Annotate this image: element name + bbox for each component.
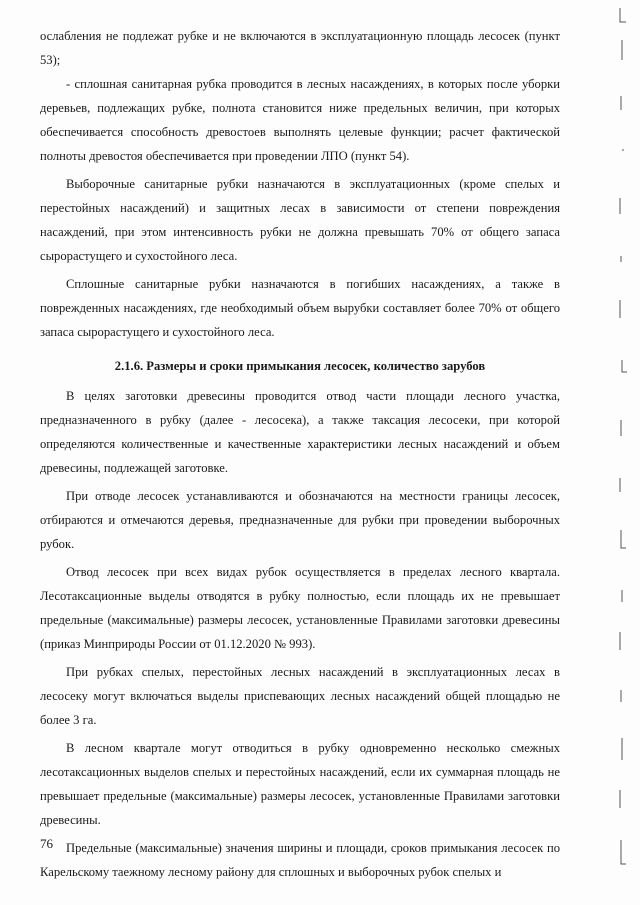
paragraph-selective-sanitary-felling: Выборочные санитарные рубки назначаются в эксплуатационных (кроме спелых и перестойных насаждений) и защитных лесах в зависимости от степени повреждения насаждений, при этом интенсивность рубки не должна превышать 70% от общего запаса сырорастущего и сухостойного леса. (40, 177, 560, 263)
paragraph-continuation: ослабления не подлежат рубке и не включаются в эксплуатационную площадь лесосек (пункт 53); (40, 29, 560, 67)
paragraph-maturing-stands: При рубках спелых, перестойных лесных насаждений в эксплуатационных лесах в лесосеку могут включаться выделы приспевающих лесных насаждений общей площадью не более 3 га. (40, 665, 560, 727)
paragraph-adjacent-stands: В лесном квартале могут отводиться в рубку одновременно несколько смежных лесотаксационных выделов спелых и перестойных насаждений, если их суммарная площадь не превышает предельные (максимальные) размеры лесосек, установленные Правилами заготовки древесины. (40, 741, 560, 827)
section-heading: 2.1.6. Размеры и сроки примыкания лесосек, количество зарубов (114, 359, 486, 373)
paragraph-sanitary-clearcut-rule: - сплошная санитарная рубка проводится в лесных насаждениях, в которых после уборки деревьев, подлежащих рубке, полнота становится ниже предельных величин, при которых обеспечивается способность древостоев выполнять целевые функции; расчет фактической полноты древостоя обеспечивается при проведении ЛПО (пункт 54). (40, 77, 560, 163)
paragraph-allotment-purpose: В целях заготовки древесины проводится отвод части площади лесного участка, предназначенного в рубку (далее - лесосека), а также таксация лесосеки, при которой определяются количественные и качественные характеристики лесных насаждений и объем древесины, подлежащей заготовке. (40, 389, 560, 475)
paragraph-allotment-boundaries: При отводе лесосек устанавливаются и обозначаются на местности границы лесосек, отбираются и отмечаются деревья, предназначенные для рубки при проведении выборочных рубок. (40, 489, 560, 551)
paragraph-allotment-within-quarter: Отвод лесосек при всех видах рубок осуществляется в пределах лесного квартала. Лесотаксационные выделы отводятся в рубку полностью, если площадь их не превышает предельные (максимальные) размеры лесосек, установленные Правилами заготовки древесины (приказ Минприроды России от 01.12.2020 № 993). (40, 565, 560, 651)
paragraph-clear-sanitary-felling: Сплошные санитарные рубки назначаются в погибших насаждениях, а также в поврежденных насаждениях, где необходимый объем вырубки составляет более 70% от общего запаса сырорастущего и сухостойного леса. (40, 277, 560, 339)
page-body (40, 24, 560, 884)
paragraph-limit-values: Предельные (максимальные) значения ширины и площади, сроков примыкания лесосек по Карельскому таежному лесному району для сплошных и выборочных рубок спелых и (40, 841, 560, 879)
page-number: 76 (40, 836, 53, 851)
scan-edge-marks (610, 0, 640, 905)
